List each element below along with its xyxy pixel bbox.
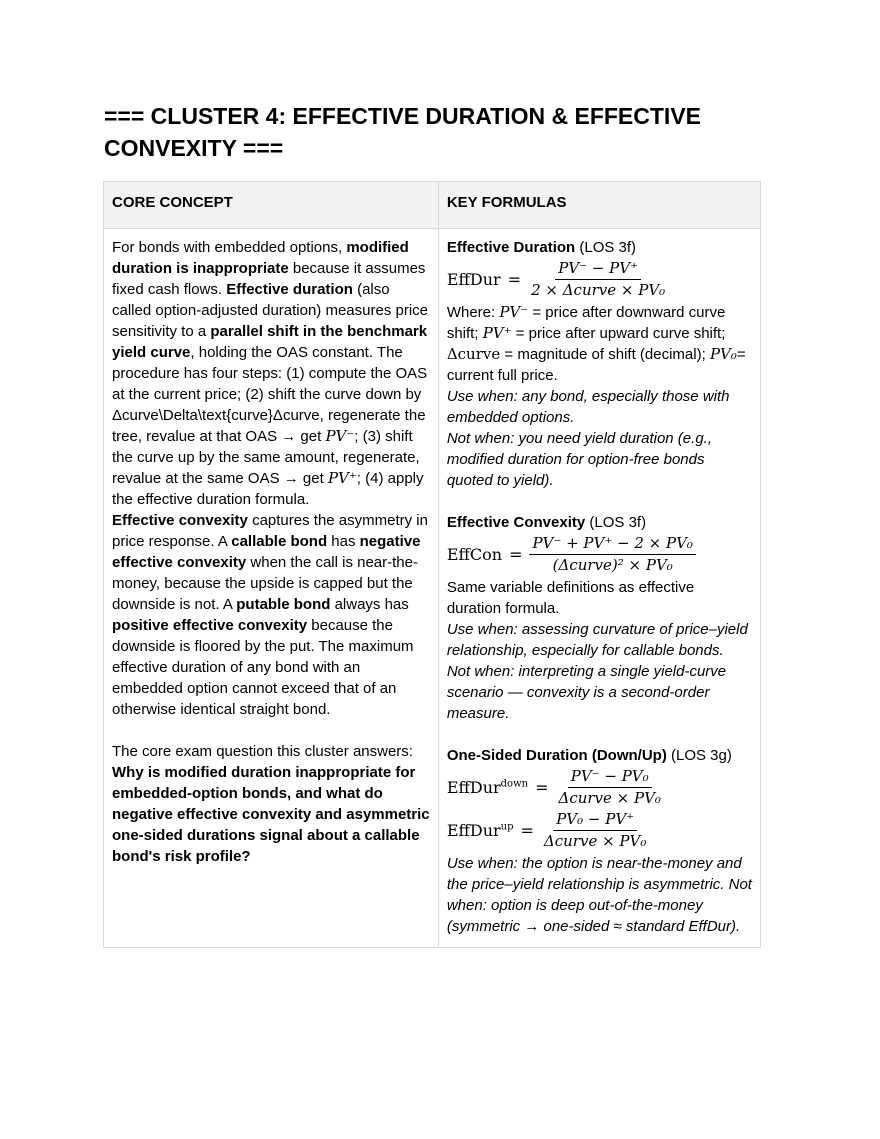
- header-key-formulas: KEY FORMULAS: [438, 182, 760, 229]
- header-core-concept: CORE CONCEPT: [104, 182, 439, 229]
- effcon-definitions: Same variable definitions as effective duration formula.: [446, 579, 695, 617]
- onesided-heading: One-Sided Duration (Down/Up): [446, 747, 667, 764]
- effdur-up-formula: EffDur$^{up}$ = $\frac{\text{PV₀ − PV⁺}}{\text{Δcurve × PV₀}}$: [447, 810, 752, 851]
- concept-p2-run-4: negative effective convexity: [112, 533, 421, 571]
- concept-p1-run-1: modified duration is inappropriate: [112, 239, 409, 277]
- effdur-los: (LOS 3f): [575, 239, 637, 256]
- effdur-down-numerator: PV⁻ − PV₀: [568, 767, 652, 788]
- onesided-los: (LOS 3g): [666, 747, 732, 764]
- effdur-not-when: Not when: you need yield duration (e.g., modified duration for option-free bonds quoted to yield).: [446, 430, 712, 489]
- concept-p2-run-0: Effective convexity: [112, 512, 248, 529]
- effdur-denominator: 2 × Δcurve × PV₀: [531, 281, 666, 299]
- effcon-denominator: (Δcurve)² × PV₀: [552, 556, 673, 574]
- concept-p1-run-9: PV⁺: [327, 469, 357, 487]
- table-header-row: [104, 182, 761, 229]
- effcon-use-when: Use when: assessing curvature of price–yield relationship, especially for callable bonds.: [446, 621, 748, 659]
- concept-p2-run-1: captures the asymmetry in price response. A: [112, 512, 428, 550]
- effdur-numerator: PV⁻ − PV⁺: [555, 259, 641, 280]
- effcon-lhs: EffCon: [446, 545, 503, 564]
- effcon-los: (LOS 3f): [585, 514, 647, 531]
- effcon-heading: Effective Convexity: [446, 514, 586, 531]
- concept-p1-run-2: because it assumes fixed cash flows.: [112, 260, 426, 298]
- concept-p2-run-9: because the downside is floored by the put. The maximum effective duration of any bond with an embedded option cannot exceed that of an otherwise identical straight bond.: [112, 617, 414, 718]
- concept-p2-run-3: has: [327, 533, 360, 550]
- concept-p2-run-7: always has: [330, 596, 409, 613]
- effcon-numerator: PV⁻ + PV⁺ − 2 × PV₀: [529, 534, 695, 555]
- onesided-note: Use when: the option is near-the-money and the price–yield relationship is asymmetric. Not when: option is deep out-of-the-money (symmetric → one-sided ≈ standard EffDur).: [446, 855, 752, 935]
- concept-p1-run-4: (also called option-adjusted duration) measures price sensitivity to a: [112, 281, 429, 340]
- effdur-up-denominator: Δcurve × PV₀: [543, 832, 647, 850]
- effective-duration-section: [447, 237, 752, 491]
- concept-p2-run-8: positive effective convexity: [112, 617, 308, 634]
- concept-formula-table: [103, 181, 761, 948]
- effdur-up-numerator: PV₀ − PV⁺: [553, 810, 637, 831]
- concept-p2-run-2: callable bond: [231, 533, 328, 550]
- effdur-use-when: Use when: any bond, especially those with embedded options.: [446, 388, 730, 426]
- concept-paragraph-3: [112, 741, 430, 867]
- concept-p1-run-6: , holding the OAS constant. The procedure has four steps: (1) compute the OAS at the current price; (2) shift the curve down by Δcurve\Delta\text{curve}Δcurve, regenerate the tree, revalue at that OAS → get: [112, 344, 428, 445]
- concept-p1-run-7: PV⁻: [325, 427, 355, 445]
- table-body-row: [104, 229, 761, 948]
- concept-p2-run-6: putable bond: [236, 596, 331, 613]
- effective-convexity-section: [447, 512, 752, 724]
- effdur-where: Where: PV⁻ = price after downward curve shift; PV⁺ = price after upward curve shift; Δcurve = magnitude of shift (decimal); PV₀= current full price.: [446, 303, 746, 384]
- concept-p1-run-10: ; (4) apply the effective duration formula.: [112, 470, 424, 508]
- concept-p1-run-5: parallel shift in the benchmark yield curve: [112, 323, 428, 361]
- concept-p1-run-3: Effective duration: [226, 281, 353, 298]
- exam-question-lead: The core exam question this cluster answers:: [112, 743, 413, 760]
- concept-paragraph-1: [112, 237, 430, 510]
- concept-p1-run-0: For bonds with embedded options,: [112, 239, 347, 256]
- effdur-lhs: EffDur: [446, 270, 501, 289]
- concept-p1-run-8: ; (3) shift the curve up by the same amount, regenerate, revalue at the same OAS → get: [112, 428, 420, 487]
- concept-p2-run-5: when the call is near-the-money, because the upside is capped but the downside is not. A: [112, 554, 418, 613]
- effdur-heading: Effective Duration: [446, 239, 576, 256]
- effdur-down-formula: EffDur$^{down}$ = $\frac{\text{PV⁻ − PV₀}}{\text{Δcurve × PV₀}}$: [447, 767, 752, 808]
- concept-paragraph-2: [112, 510, 430, 720]
- effdur-down-denominator: Δcurve × PV₀: [558, 789, 661, 807]
- key-formulas-cell: [438, 229, 760, 948]
- page-title: === CLUSTER 4: EFFECTIVE DURATION & EFFECTIVE CONVEXITY ===: [104, 103, 702, 161]
- effcon-not-when: Not when: interpreting a single yield-curve scenario — convexity is a second-order measure.: [446, 663, 727, 722]
- effcon-formula: EffCon = $\frac{\text{PV⁻ + PV⁺ − 2 × PV₀}}{\text{(Δcurve)² × PV₀}}$: [447, 534, 752, 575]
- one-sided-duration-section: [447, 745, 752, 937]
- core-concept-cell: [104, 229, 439, 948]
- exam-question: Why is modified duration inappropriate for embedded-option bonds, and what do negative effective convexity and asymmetric one-sided durations signal about a callable bond's risk profile?: [112, 764, 430, 865]
- effdur-formula: EffDur = $\frac{PV^- - PV^+}{\text{2 × Δcurve × PV₀}}$: [447, 259, 752, 300]
